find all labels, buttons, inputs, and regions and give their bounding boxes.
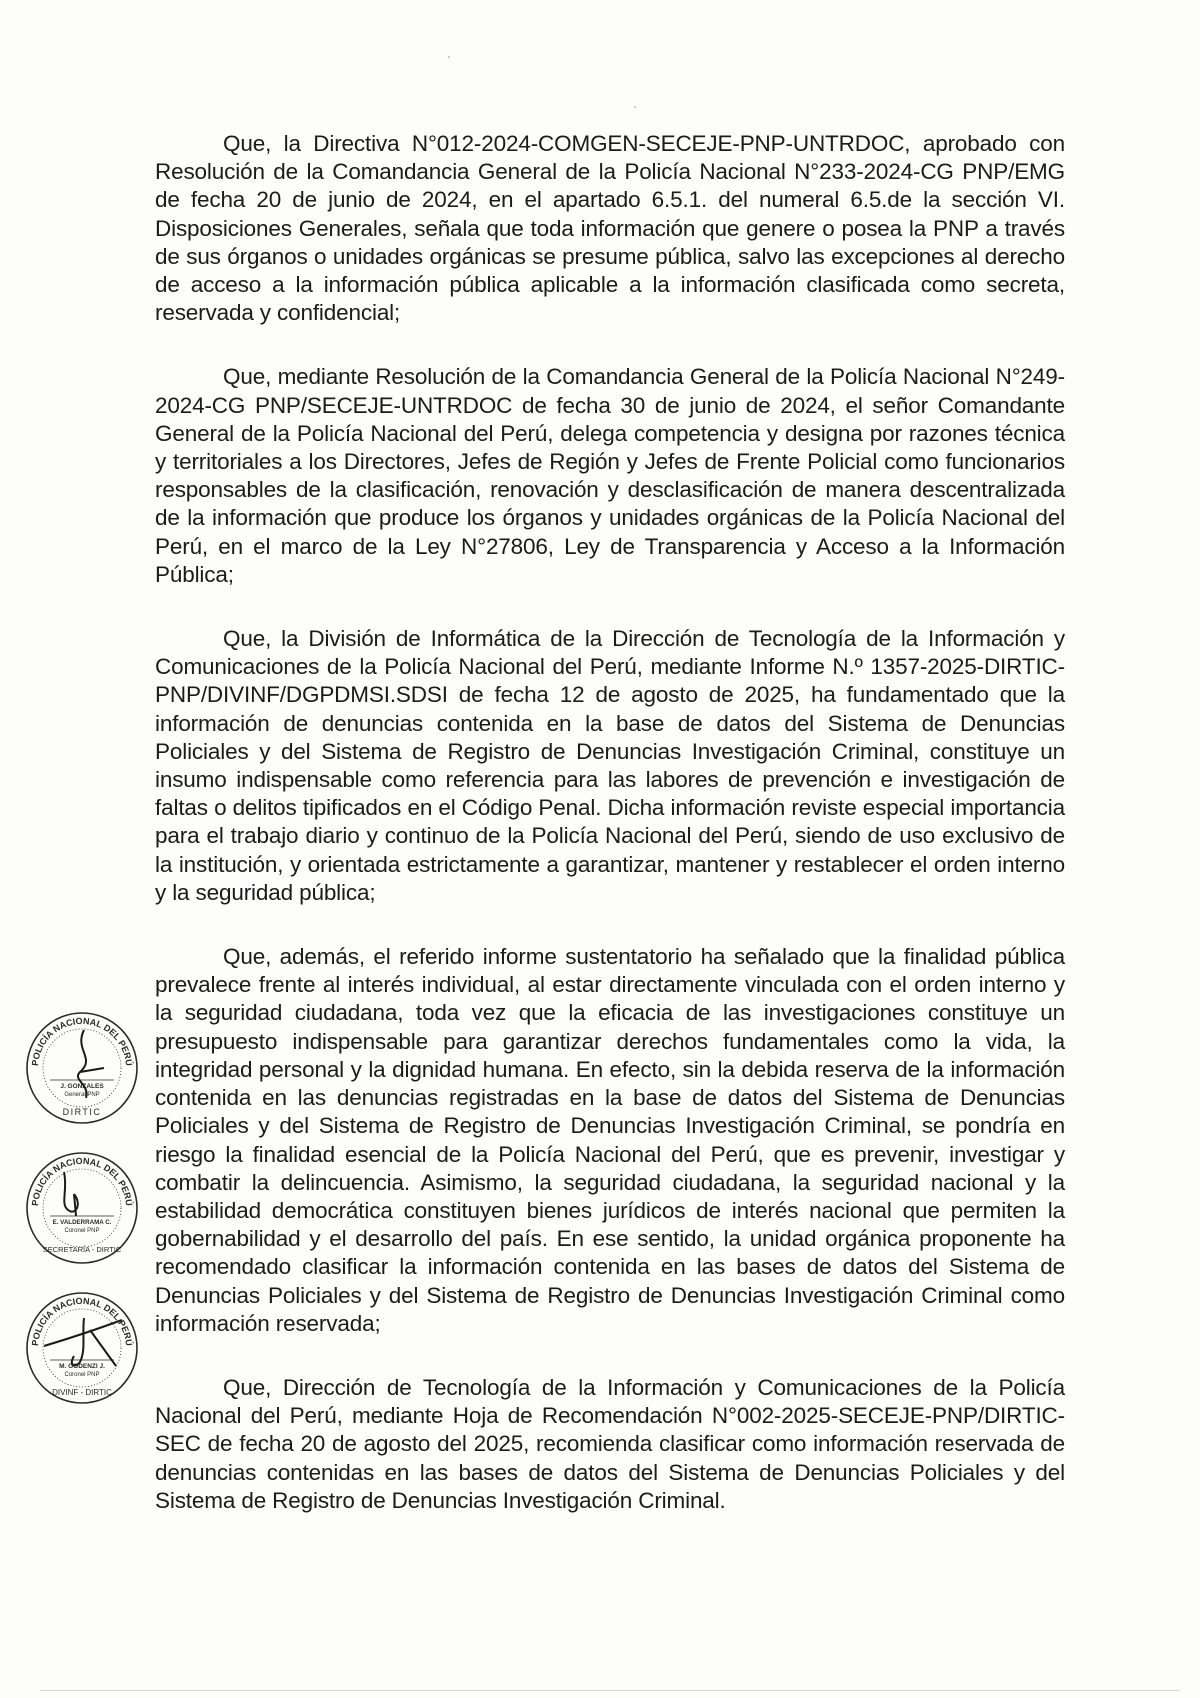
seal-1-name: J. GONZALES <box>60 1083 104 1090</box>
seal-1-top-text: POLICÍA NACIONAL DEL PERÚ <box>29 1015 135 1067</box>
scan-speck <box>634 106 636 108</box>
seal-1-rank: General PNP <box>64 1092 100 1098</box>
scan-speck <box>448 56 450 58</box>
seal-3-bottom-text: DIVINF - DIRTIC <box>52 1388 112 1397</box>
document-body <box>155 130 1065 1515</box>
signature-2 <box>64 1172 78 1216</box>
seal-3-name: M. GODENZI J. <box>59 1363 105 1370</box>
paragraph-resolucion: Que, mediante Resolución de la Comandancia General de la Policía Nacional N°249-2024-CG PNP/SECEJE-UNTRDOC de fecha 30 de junio de 2024, el señor Comandante General de la Policía Nacional del Perú, delega competencia y designa por razones técnica y territoriales a los Directores, Jefes de Región y Jefes de Frente Policial como funcionarios responsables de la clasificación, renovación y desclasificación de manera descentralizada de la información que produce los órganos y unidades orgánicas de la Policía Nacional del Perú, en el marco de la Ley N°27806, Ley de Transparencia y Acceso a la Información Pública; <box>155 364 1065 587</box>
seal-2-top-text: POLICÍA NACIONAL DEL PERÚ <box>29 1155 135 1207</box>
approval-seal-2 <box>24 1150 140 1266</box>
seal-3-rank: Coronel PNP <box>64 1372 100 1378</box>
svg-text:POLICÍA NACIONAL DEL PERÚ <box>30 1156 135 1206</box>
svg-text:POLICÍA NACIONAL DEL PERÚ <box>30 1016 135 1066</box>
seal-3-top-text: POLICÍA NACIONAL DEL PERÚ <box>29 1295 135 1347</box>
seal-2-bottom-text: SECRETARÍA - DIRTIC <box>42 1245 122 1254</box>
seal-1-bottom-text: DIRTIC <box>62 1107 102 1117</box>
scan-edge-line <box>40 1690 1180 1691</box>
seal-2-rank: Coronel PNP <box>64 1228 100 1234</box>
approval-seal-1 <box>24 1010 140 1126</box>
approval-seal-3 <box>24 1290 140 1406</box>
paragraph-informe: Que, la División de Informática de la Dirección de Tecnología de la Información y Comunicaciones de la Policía Nacional del Perú, mediante Informe N.º 1357-2025-DIRTIC-PNP/DIVINF/DGPDMSI.SDSI de fecha 12 de agosto de 2025, ha fundamentado que la información de denuncias contenida en la base de datos del Sistema de Denuncias Policiales y del Sistema de Registro de Denuncias Investigación Criminal, constituye un insumo indispensable como referencia para las labores de prevención e investigación de faltas o delitos tipificados en el Código Penal. Dicha información reviste especial importancia para el trabajo diario y continuo de la Policía Nacional del Perú, siendo de uso exclusivo de la institución, y orientada estrictamente a garantizar, mantener y restablecer el orden interno y la seguridad pública; <box>155 626 1065 905</box>
paragraph-recomendacion: Que, Dirección de Tecnología de la Información y Comunicaciones de la Policía Nacional del Perú, mediante Hoja de Recomendación N°002-2025-SECEJE-PNP/DIRTIC-SEC de fecha 20 de agosto del 2025, recomienda clasificar como información reservada de denuncias contenidas en las bases de datos del Sistema de Denuncias Policiales y del Sistema de Registro de Denuncias Investigación Criminal. <box>155 1374 1065 1513</box>
paragraph-finalidad: Que, además, el referido informe sustentatorio ha señalado que la finalidad pública prevalece frente al interés individual, al estar directamente vinculada con el orden interno y la seguridad ciudadana, toda vez que la eficacia de las investigaciones constituye un presupuesto indispensable para garantizar derechos fundamentales como la vida, la integridad personal y la dignidad humana. En efecto, sin la debida reserva de la información contenida en las denuncias registradas en la base de datos del Sistema de Denuncias Policiales y del Sistema de Registro de Denuncias Investigación Criminal, se pondría en riesgo la finalidad esencial de la Policía Nacional del Perú, que es prevenir, investigar y combatir la delincuencia. Asimismo, la seguridad ciudadana, la seguridad nacional y la estabilidad democrática constituyen bienes jurídicos de interés nacional que permiten la gobernabilidad y el desarrollo del país. En ese sentido, la unidad orgánica proponente ha recomendado clasificar la información contenida en las bases de datos del Sistema de Denuncias Policiales y del Sistema de Registro de Denuncias Investigación Criminal como información reservada; <box>155 944 1065 1336</box>
seal-2-name: E. VALDERRAMA C. <box>52 1219 112 1226</box>
signature-3 <box>44 1318 122 1366</box>
paragraph-directiva: Que, la Directiva N°012-2024-COMGEN-SECEJE-PNP-UNTRDOC, aprobado con Resolución de la Comandancia General de la Policía Nacional N°233-2024-CG PNP/EMG de fecha 20 de junio de 2024, en el apartado 6.5.1. del numeral 6.5.de la sección VI. Disposiciones Generales, señala que toda información que genere o posea la PNP a través de sus órganos o unidades orgánicas se presume pública, salvo las excepciones al derecho de acceso a la información pública aplicable a la información clasificada como secreta, reservada y confidencial; <box>155 131 1065 326</box>
